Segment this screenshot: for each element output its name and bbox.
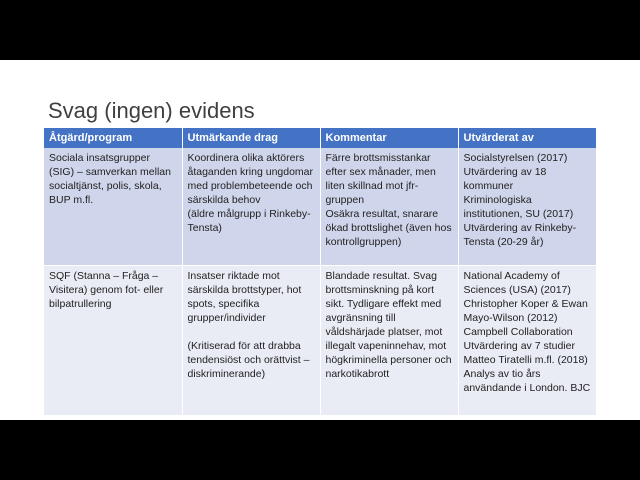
cell-utmarkande xyxy=(182,148,320,266)
cell-paragraph: Utvärdering av Rinkeby-Tensta (20-29 år) xyxy=(463,222,577,248)
table-row xyxy=(44,266,596,416)
table-row xyxy=(44,148,596,266)
cell-paragraph: Osäkra resultat, snarare ökad brottslighet (även hos kontrollgruppen) xyxy=(325,208,452,248)
cell-paragraph: Christopher Koper & Ewan Mayo-Wilson (2012) xyxy=(463,298,588,324)
slide xyxy=(0,60,640,420)
header-kommentar: Kommentar xyxy=(320,128,458,148)
cell-paragraph: Campbell Collaboration xyxy=(463,326,573,338)
cell-atgard xyxy=(44,266,182,416)
cell-utvarderat xyxy=(458,148,596,266)
header-utmarkande: Utmärkande drag xyxy=(182,128,320,148)
cell-paragraph: Insatser riktade mot särskilda brottstyper, hot spots, specifika grupper/individer xyxy=(187,270,302,324)
cell-paragraph: (Kritiserad för att drabba tendensiöst och orättvist – diskriminerande) xyxy=(187,340,310,380)
cell-kommentar xyxy=(320,148,458,266)
cell-paragraph: National Academy of Sciences (USA) (2017) xyxy=(463,270,571,296)
cell-paragraph: SQF (Stanna – Fråga – Visitera) genom fot- eller bilpatrullering xyxy=(49,270,164,310)
cell-paragraph: Kriminologiska institutionen, SU (2017) xyxy=(463,194,574,220)
slide-title: Svag (ingen) evidens xyxy=(48,98,255,123)
cell-paragraph: Socialstyrelsen (2017) xyxy=(463,152,568,164)
cell-paragraph: (äldre målgrupp i Rinkeby-Tensta) xyxy=(187,208,311,234)
table-header-row xyxy=(44,128,596,148)
cell-paragraph: Utvärdering av 18 kommuner xyxy=(463,166,547,192)
cell-paragraph: Färre brottsmisstankar efter sex månader, men liten skillnad mot jfr-gruppen xyxy=(325,152,436,206)
header-utvarderat: Utvärderat av xyxy=(458,128,596,148)
cell-utvarderat xyxy=(458,266,596,416)
header-atgard: Åtgärd/program xyxy=(44,128,182,148)
evidence-table xyxy=(44,128,597,415)
cell-atgard xyxy=(44,148,182,266)
cell-paragraph: Utvärdering av 7 studier xyxy=(463,340,575,352)
cell-paragraph xyxy=(188,325,315,339)
cell-paragraph: Blandade resultat. Svag brottsminskning på kort sikt. Tydligare effekt med avgränsning till våldshärjade platser, mot illegalt vapeninnehav, mot högkriminella personer och narkotikabrott xyxy=(325,270,452,380)
cell-kommentar xyxy=(320,266,458,416)
cell-paragraph: Matteo Tiratelli m.fl. (2018) Analys av tio års användande i London. BJC xyxy=(463,354,591,394)
cell-paragraph: Koordinera olika aktörers åtaganden kring ungdomar med problembeteende och särskilda behov xyxy=(187,152,314,206)
cell-paragraph: Sociala insatsgrupper (SIG) – samverkan mellan socialtjänst, polis, skola, BUP m.fl. xyxy=(49,152,171,206)
cell-utmarkande xyxy=(182,266,320,416)
